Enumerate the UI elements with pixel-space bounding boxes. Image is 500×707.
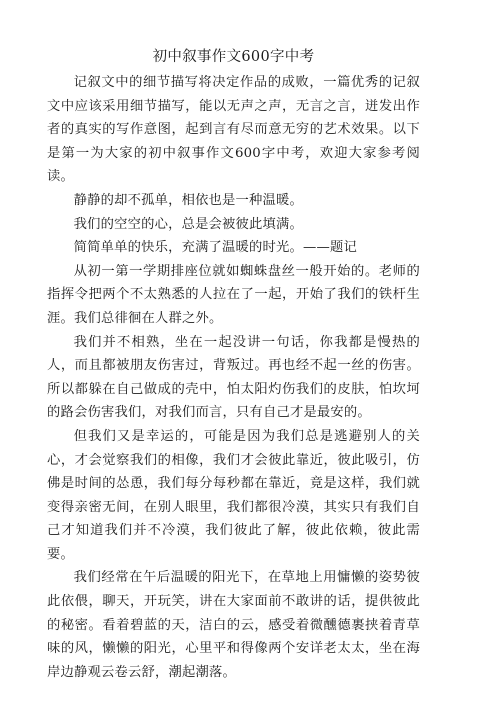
paragraph-epigraph-1: 静静的却不孤单，相依也是一种温暖。 xyxy=(73,192,304,208)
paragraph-epigraph-3: 简简单单的快乐，充满了温暖的时光。——题记 xyxy=(73,240,358,256)
paragraph-body-2: 我们并不相熟，坐在一起没讲一句话，你我都是慢热的人，而且都被朋友伤害过，背叛过。再也经不起一丝的伤害。所以都躲在自己做成的壳中，怕太阳灼伤我们的皮肤，怕坎坷的路会伤害我们，对我们而言，只有自己才是最安的。 xyxy=(47,334,420,421)
document-page xyxy=(47,46,420,684)
paragraph-body-3: 但我们又是幸运的，可能是因为我们总是逃避别人的关心，才会觉察我们的相像，我们才会彼此靠近，彼此吸引，仿佛是时间的怂恿，我们每分每秒都在靠近，竟是这样，我们就变得亲密无间，在别人眼里，我们都很冷漠，其实只有我们自己才知道我们并不冷漠，我们彼此了解，彼此依赖，彼此需要。 xyxy=(47,428,420,562)
document-title: 初中叙事作文600字中考 xyxy=(152,49,315,65)
paragraph-body-4: 我们经常在午后温暖的阳光下，在草地上用慵懒的姿势彼此依偎，聊天，开玩笑，讲在大家面前不敢讲的话，提供彼此的秘密。看着碧蓝的天，洁白的云，感受着微醺德裹挟着青草味的风，懒懒的阳光，心里平和得像两个安详老太太，坐在海岸边静观云卷云舒，潮起潮落。 xyxy=(47,570,420,680)
paragraph-epigraph-2: 我们的空空的心，总是会被彼此填满。 xyxy=(73,216,304,232)
paragraph-body-1: 从初一第一学期排座位就如蜘蛛盘丝一般开始的。老师的指挥令把两个不太熟悉的人拉在了一起，开始了我们的铁杆生涯。我们总徘徊在人群之外。 xyxy=(47,263,420,326)
paragraph-intro: 记叙文中的细节描写将决定作品的成败，一篇优秀的记叙文中应该采用细节描写，能以无声之声，无言之言，迸发出作者的真实的写作意图，起到言有尽而意无穷的艺术效果。以下是第一为大家的初中叙事作文600字中考，欢迎大家参考阅读。 xyxy=(47,75,420,185)
